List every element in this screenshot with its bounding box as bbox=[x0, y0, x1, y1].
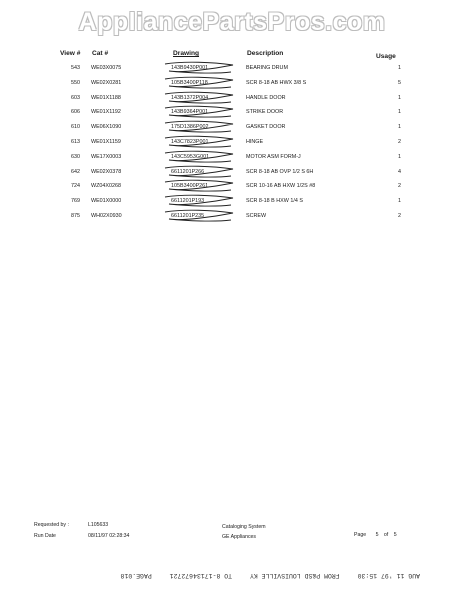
description: MOTOR ASM FORM-J bbox=[246, 153, 301, 160]
page-label: Page bbox=[354, 532, 367, 538]
cat-number: WZ04X0268 bbox=[91, 183, 121, 190]
drawing-number: 105B3400P261 bbox=[171, 183, 209, 190]
drawing-number: 6611201P193 bbox=[171, 198, 205, 205]
usage: 1 bbox=[398, 124, 401, 131]
drawing-number: 143B9430P001 bbox=[171, 65, 209, 71]
usage: 1 bbox=[398, 198, 401, 205]
cataloging-system: Cataloging System bbox=[222, 524, 266, 530]
drawing-number: 6611201P235 bbox=[171, 213, 205, 219]
description: SCR 8-18 AB OVP 1/2 S 6H bbox=[246, 168, 314, 175]
watermark: AppliancePartsPros.com bbox=[78, 8, 386, 36]
requested-by-value: L105633 bbox=[88, 522, 109, 528]
usage: 2 bbox=[398, 139, 401, 145]
fax-header-line bbox=[40, 572, 420, 579]
company-name: GE Appliances bbox=[222, 534, 257, 540]
cat-number: WE01X1159 bbox=[91, 139, 121, 145]
cat-number: WH02X0930 bbox=[91, 213, 122, 219]
view-number: 606 bbox=[71, 109, 80, 116]
view-number: 769 bbox=[71, 198, 80, 205]
view-number: 630 bbox=[71, 153, 80, 160]
header-cat: Cat # bbox=[92, 50, 109, 57]
fax-date: AUG 11 '97 15:30 bbox=[357, 572, 420, 579]
usage: 1 bbox=[398, 153, 401, 160]
description: HINGE bbox=[246, 139, 264, 145]
description: GASKET DOOR bbox=[246, 124, 286, 131]
description: BEARING DRUM bbox=[246, 65, 288, 71]
view-number: 550 bbox=[71, 79, 80, 86]
table-row bbox=[0, 213, 464, 225]
page-indicator bbox=[354, 532, 397, 538]
drawing-number: 6611201P266 bbox=[171, 168, 205, 175]
view-number: 875 bbox=[71, 213, 80, 219]
usage: 1 bbox=[398, 65, 401, 71]
cat-number: WE03X0075 bbox=[91, 65, 122, 71]
description: SCREW bbox=[246, 213, 267, 219]
of-label: of bbox=[383, 532, 389, 538]
header-usage: Usage bbox=[376, 53, 396, 60]
cat-number: WE02X0378 bbox=[91, 168, 122, 175]
fax-page: PAGE.018 bbox=[120, 572, 152, 579]
description: SCR 8-18 AB HWX 3/8 S bbox=[246, 79, 307, 86]
view-number: 613 bbox=[71, 139, 80, 145]
header-drawing: Drawing bbox=[173, 50, 200, 57]
drawing-number: 175D1386P002 bbox=[171, 124, 209, 131]
cat-number: WE01X1188 bbox=[91, 94, 121, 101]
drawing-number: 143B9364P001 bbox=[171, 109, 209, 116]
drawing-number: 143B1372P004 bbox=[171, 94, 209, 101]
usage: 2 bbox=[398, 213, 401, 219]
run-date-label: Run Date bbox=[34, 533, 56, 539]
fax-from: FROM P&SD LOUISVILLE KY bbox=[249, 572, 340, 579]
cat-number: WE01X0000 bbox=[91, 198, 122, 205]
cat-number: WE02X0281 bbox=[91, 79, 122, 86]
usage: 2 bbox=[398, 183, 401, 190]
usage: 4 bbox=[398, 168, 401, 175]
page-total: 5 bbox=[393, 532, 397, 538]
drawing-number: 143C5953G001 bbox=[171, 153, 210, 160]
cat-number: WE06X1090 bbox=[91, 124, 122, 131]
view-number: 543 bbox=[71, 65, 80, 71]
header-view: View # bbox=[60, 50, 81, 57]
page-number: 5 bbox=[375, 532, 379, 538]
header-description: Description bbox=[247, 50, 284, 57]
view-number: 610 bbox=[71, 124, 80, 131]
description: SCR 10-16 AB HXW 1/2S #8 bbox=[246, 183, 316, 190]
description: HANDLE DOOR bbox=[246, 94, 286, 101]
view-number: 724 bbox=[71, 183, 80, 190]
view-number: 642 bbox=[71, 168, 80, 175]
description: STRIKE DOOR bbox=[246, 109, 284, 116]
fax-to: TO 8-17134672721 bbox=[169, 572, 233, 579]
description: SCR 8-18 B HXW 1/4 S bbox=[246, 198, 303, 205]
drawing-number: 143C7823P001 bbox=[171, 139, 209, 145]
usage: 1 bbox=[398, 94, 401, 101]
view-number: 603 bbox=[71, 94, 80, 101]
usage: 1 bbox=[398, 109, 401, 116]
drawing-number: 105B3400P118 bbox=[171, 79, 208, 86]
requested-by-label: Requested by : bbox=[34, 522, 69, 528]
usage: 5 bbox=[398, 79, 401, 86]
cat-number: WE17X0003 bbox=[91, 153, 122, 160]
cat-number: WE01X1192 bbox=[91, 109, 121, 116]
run-date-value: 08/11/97 02:28:34 bbox=[88, 533, 130, 539]
